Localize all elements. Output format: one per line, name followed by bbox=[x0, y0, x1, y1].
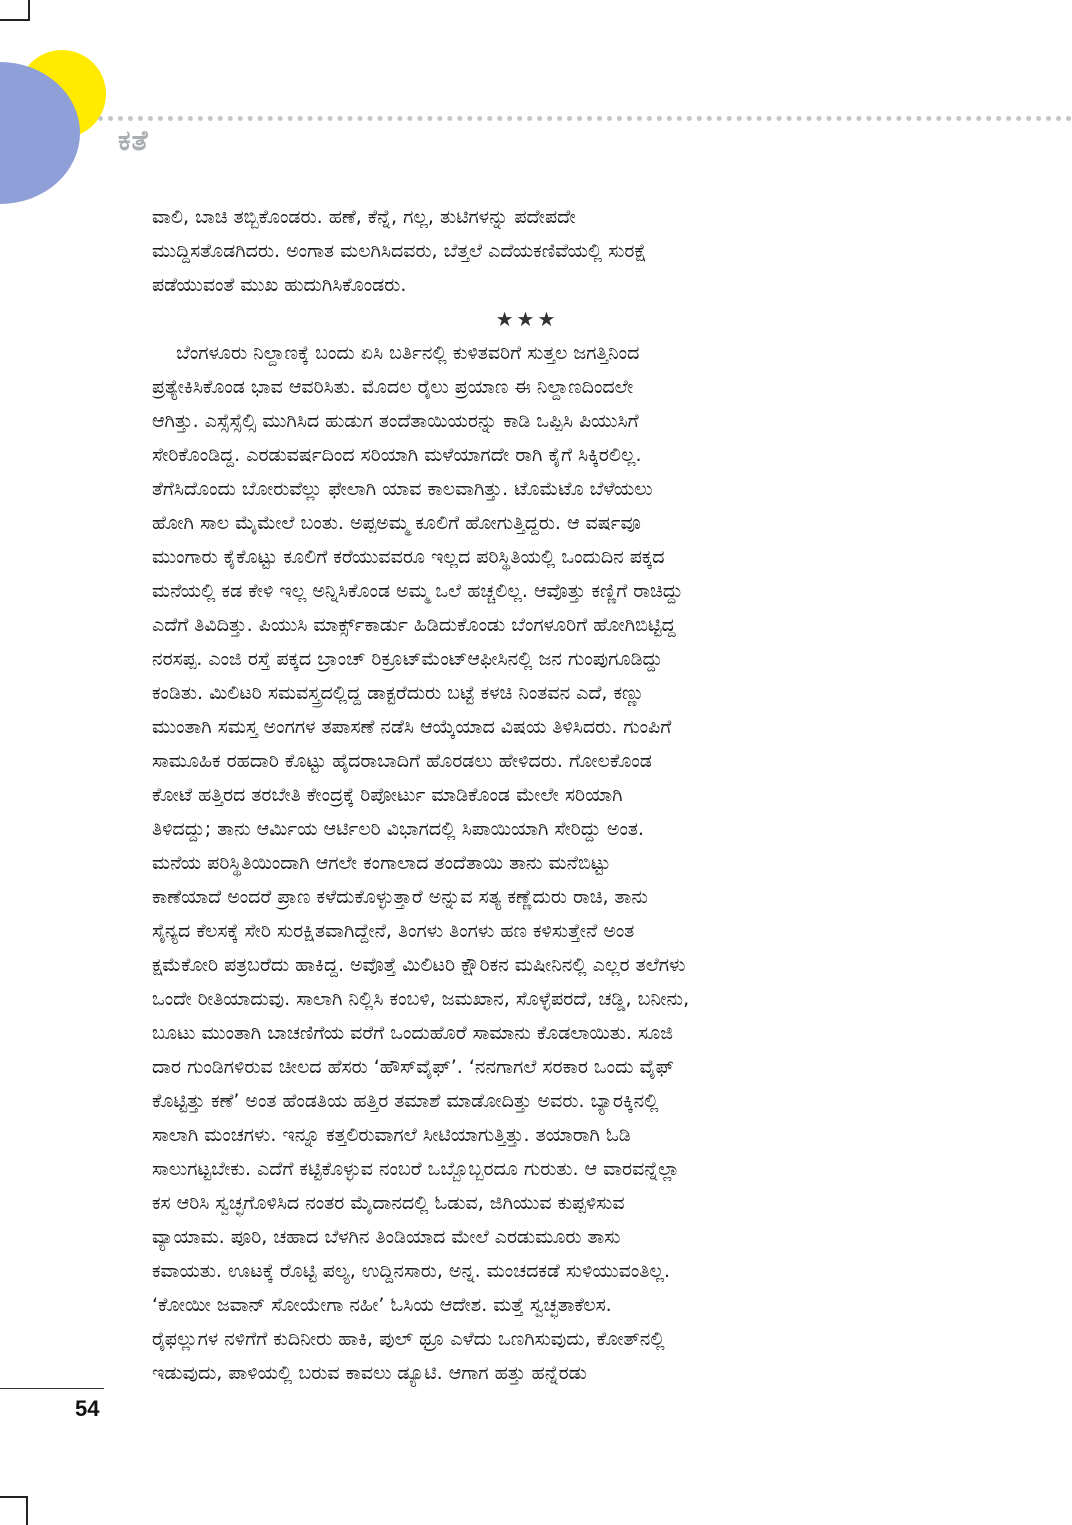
header-dotted-rule bbox=[98, 116, 1072, 121]
text-line: ವ್ಯಾಯಾಮ. ಪೂರಿ, ಚಹಾದ ಬೆಳಗಿನ ತಿಂಡಿಯಾದ ಮೇಲೆ ಎರಡುಮೂರು ತಾಸು bbox=[152, 1226, 621, 1248]
footer-rule bbox=[0, 1388, 104, 1389]
text-line: ಮನೆಯಲ್ಲಿ ಕಡ ಕೇಳಿ ಇಲ್ಲ ಅನ್ನಿಸಿಕೊಂಡ ಅಮ್ಮ ಒಲೆ ಹಚ್ಚಲಿಲ್ಲ. ಆವೊತ್ತು ಕಣ್ಣಿಗೆ ರಾಚಿದ್ದು bbox=[152, 580, 683, 602]
section-separator: ★★★ bbox=[495, 307, 559, 331]
crop-mark-top-horizontal bbox=[0, 19, 30, 21]
text-line: ನರಸಪ್ಪ. ಎಂಜಿ ರಸ್ತೆ ಪಕ್ಕದ ಬ್ರಾಂಚ್ ರಿಕ್ರೂಟ್‌ಮೆಂಟ್‌ಆಫೀಸಿನಲ್ಲಿ ಜನ ಗುಂಪುಗೂಡಿದ್ದು bbox=[152, 648, 663, 670]
text-line: ತೆಗೆಸಿದೊಂದು ಬೋರುವೆಲ್ಲು ಫೇಲಾಗಿ ಯಾವ ಕಾಲವಾಗಿತ್ತು. ಟೊಮೆಟೊ ಬೆಳೆಯಲು bbox=[152, 478, 653, 500]
text-line: ಸಾಲುಗಟ್ಟಬೇಕು. ಎದೆಗೆ ಕಟ್ಟಿಕೊಳ್ಳುವ ನಂಬರೆ ಒಬ್ಬೊಬ್ಬರದೂ ಗುರುತು. ಆ ವಾರವನ್ನೆಲ್ಲಾ bbox=[152, 1158, 680, 1180]
text-line: ಸಾಲಾಗಿ ಮಂಚಗಳು. ಇನ್ನೂ ಕತ್ತಲಿರುವಾಗಲೆ ಸೀಟಿಯಾಗುತ್ತಿತ್ತು. ತಯಾರಾಗಿ ಓಡಿ bbox=[152, 1124, 631, 1146]
crop-mark-top-vertical bbox=[28, 0, 30, 20]
text-line: ರೈಫಲ್ಲುಗಳ ನಳಿಗೆಗೆ ಕುದಿನೀರು ಹಾಕಿ, ಪುಲ್ ಥ್ರೂ ಎಳೆದು ಒಣಗಿಸುವುದು, ಕೋತ್‌ನಲ್ಲಿ bbox=[152, 1328, 665, 1350]
paragraph-2 bbox=[152, 336, 912, 1390]
text-line: ಮುಂತಾಗಿ ಸಮಸ್ತ ಅಂಗಗಳ ತಪಾಸಣೆ ನಡೆಸಿ ಆಯ್ಕೆಯಾದ ವಿಷಯ ತಿಳಿಸಿದರು. ಗುಂಪಿಗೆ bbox=[152, 716, 672, 738]
crop-mark-bottom-vertical bbox=[26, 1496, 28, 1525]
text-line: ಪಡೆಯುವಂತೆ ಮುಖ ಹುದುಗಿಸಿಕೊಂಡರು. bbox=[152, 274, 407, 296]
text-line: ಕ್ಷಮೆಕೋರಿ ಪತ್ರಬರೆದು ಹಾಕಿದ್ದ. ಅವೊತ್ತೆ ಮಿಲಿಟರಿ ಕ್ಷೌರಿಕನ ಮಷೀನಿನಲ್ಲಿ ಎಲ್ಲರ ತಲೆಗಳು bbox=[152, 954, 686, 976]
crop-mark-bottom-horizontal bbox=[0, 1496, 28, 1498]
text-line: ಮನೆಯ ಪರಿಸ್ಥಿತಿಯಿಂದಾಗಿ ಆಗಲೇ ಕಂಗಾಲಾದ ತಂದೆತಾಯಿ ತಾನು ಮನೆಬಿಟ್ಟು bbox=[152, 852, 611, 874]
text-line: ಎದೆಗೆ ತಿವಿದಿತ್ತು. ಪಿಯುಸಿ ಮಾರ್ಕ್ಸ್‌ಕಾರ್ಡು ಹಿಡಿದುಕೊಂಡು ಬೆಂಗಳೂರಿಗೆ ಹೋಗಿಬಿಟ್ಟಿದ್ದ bbox=[152, 614, 676, 636]
text-line: ಮುಂಗಾರು ಕೈಕೊಟ್ಟು ಕೂಲಿಗೆ ಕರೆಯುವವರೂ ಇಲ್ಲದ ಪರಿಸ್ಥಿತಿಯಲ್ಲಿ ಒಂದುದಿನ ಪಕ್ಕದ bbox=[152, 546, 665, 568]
text-line: ತಿಳಿದದ್ದು; ತಾನು ಆರ್ಮಿಯ ಆರ್ಟಿಲರಿ ವಿಭಾಗದಲ್ಲಿ ಸಿಪಾಯಿಯಾಗಿ ಸೇರಿದ್ದು ಅಂತ. bbox=[152, 818, 644, 840]
text-line: ಬೆಂಗಳೂರು ನಿಲ್ದಾಣಕ್ಕೆ ಬಂದು ಏಸಿ ಬರ್ತಿನಲ್ಲಿ ಕುಳಿತವರಿಗೆ ಸುತ್ತಲ ಜಗತ್ತಿನಿಂದ bbox=[152, 342, 640, 364]
text-line: ಸಾಮೂಹಿಕ ರಹದಾರಿ ಕೊಟ್ಟು ಹೈದರಾಬಾದಿಗೆ ಹೊರಡಲು ಹೇಳಿದರು. ಗೋಲಕೊಂಡ bbox=[152, 750, 652, 772]
text-line: ಆಗಿತ್ತು. ಎಸ್ಸೆಸ್ಸೆಲ್ಸಿ ಮುಗಿಸಿದ ಹುಡುಗ ತಂದೆತಾಯಿಯರನ್ನು ಕಾಡಿ ಒಪ್ಪಿಸಿ ಪಿಯುಸಿಗೆ bbox=[152, 410, 639, 432]
text-line: ಸೇರಿಕೊಂಡಿದ್ದ. ಎರಡುವರ್ಷದಿಂದ ಸರಿಯಾಗಿ ಮಳೆಯಾಗದೇ ರಾಗಿ ಕೈಗೆ ಸಿಕ್ಕಿರಲಿಲ್ಲ. bbox=[152, 444, 642, 466]
text-line: ಇಡುವುದು, ಪಾಳಿಯಲ್ಲಿ ಬರುವ ಕಾವಲು ಡ್ಯೂಟಿ. ಆಗಾಗ ಹತ್ತು ಹನ್ನೆರಡು bbox=[152, 1362, 587, 1384]
section-label: ಕತೆ bbox=[118, 124, 149, 157]
page-number: 54 bbox=[75, 1396, 100, 1421]
text-line: ಹೋಗಿ ಸಾಲ ಮೈಮೇಲೆ ಬಂತು. ಅಪ್ಪಅಮ್ಮ ಕೂಲಿಗೆ ಹೋಗುತ್ತಿದ್ದರು. ಆ ವರ್ಷವೂ bbox=[152, 512, 641, 534]
text-line: ಕಸ ಆರಿಸಿ ಸ್ವಚ್ಛಗೊಳಿಸಿದ ನಂತರ ಮೈದಾನದಲ್ಲಿ ಓಡುವ, ಜಿಗಿಯುವ ಕುಪ್ಪಳಿಸುವ bbox=[152, 1192, 625, 1214]
text-line: ‘ಕೋಯೀ ಜವಾನ್ ಸೋಯೇಗಾ ನಹೀ’ ಓಸಿಯ ಆದೇಶ. ಮತ್ತೆ ಸ್ವಚ್ಛತಾಕೆಲಸ. bbox=[152, 1294, 612, 1316]
story-body bbox=[152, 200, 912, 1390]
paragraph-1 bbox=[152, 200, 912, 302]
text-line: ಕಂಡಿತು. ಮಿಲಿಟರಿ ಸಮವಸ್ತ್ರದಲ್ಲಿದ್ದ ಡಾಕ್ಟರೆದುರು ಬಟ್ಟೆ ಕಳಚಿ ನಿಂತವನ ಎದೆ, ಕಣ್ಣು bbox=[152, 682, 645, 704]
text-line: ಬೂಟು ಮುಂತಾಗಿ ಬಾಚಣಿಗೆಯ ವರೆಗೆ ಒಂದುಹೊರೆ ಸಾಮಾನು ಕೊಡಲಾಯಿತು. ಸೂಜಿ bbox=[152, 1022, 673, 1044]
text-line: ಪ್ರತ್ಯೇಕಿಸಿಕೊಂಡ ಭಾವ ಆವರಿಸಿತು. ಮೊದಲ ರೈಲು ಪ್ರಯಾಣ ಈ ನಿಲ್ದಾಣದಿಂದಲೇ bbox=[152, 376, 634, 398]
text-line: ಒಂದೇ ರೀತಿಯಾದುವು. ಸಾಲಾಗಿ ನಿಲ್ಲಿಸಿ ಕಂಬಳಿ, ಜಮಖಾನ, ಸೊಳ್ಳೆಪರದೆ, ಚಡ್ಡಿ, ಬನೀನು, bbox=[152, 988, 690, 1010]
text-line: ದಾರ ಗುಂಡಿಗಳಿರುವ ಚೀಲದ ಹೆಸರು ‘ಹೌಸ್‌ವೈಫ್’. ‘ನನಗಾಗಲೆ ಸರಕಾರ ಒಂದು ವೈಫ್ bbox=[152, 1056, 674, 1078]
text-line: ಮುದ್ದಿಸತೊಡಗಿದರು. ಅಂಗಾತ ಮಲಗಿಸಿದವರು, ಬೆತ್ತಲೆ ಎದೆಯಕಣಿವೆಯಲ್ಲಿ ಸುರಕ್ಷೆ bbox=[152, 240, 647, 262]
text-line: ಸೈನ್ಯದ ಕೆಲಸಕ್ಕೆ ಸೇರಿ ಸುರಕ್ಷಿತವಾಗಿದ್ದೇನೆ, ತಿಂಗಳು ತಿಂಗಳು ಹಣ ಕಳಿಸುತ್ತೇನೆ ಅಂತ bbox=[152, 920, 635, 942]
text-line: ಕೋಟೆ ಹತ್ತಿರದ ತರಬೇತಿ ಕೇಂದ್ರಕ್ಕೆ ರಿಪೋರ್ಟು ಮಾಡಿಕೊಂಡ ಮೇಲೇ ಸರಿಯಾಗಿ bbox=[152, 784, 623, 806]
text-line: ಕವಾಯತು. ಊಟಕ್ಕೆ ರೊಟ್ಟಿ ಪಲ್ಯ, ಉದ್ದಿನಸಾರು, ಅನ್ನ. ಮಂಚದಕಡೆ ಸುಳಿಯುವಂತಿಲ್ಲ. bbox=[152, 1260, 671, 1282]
text-line: ಕಾಣೆಯಾದೆ ಅಂದರೆ ಪ್ರಾಣ ಕಳೆದುಕೊಳ್ಳುತ್ತಾರೆ ಅನ್ನುವ ಸತ್ಯ ಕಣ್ಣೆದುರು ರಾಚಿ, ತಾನು bbox=[152, 886, 648, 908]
text-line: ವಾಲಿ, ಬಾಚಿ ತಬ್ಬಿಕೊಂಡರು. ಹಣೆ, ಕೆನ್ನೆ, ಗಲ್ಲ, ತುಟಿಗಳನ್ನು ಪದೇಪದೇ bbox=[152, 206, 576, 228]
text-line: ಕೊಟ್ಟಿತ್ತು ಕಣೆ’ ಅಂತ ಹೆಂಡತಿಯ ಹತ್ತಿರ ತಮಾಶೆ ಮಾಡೋದಿತ್ತು ಅವರು. ಬ್ಯಾರಕ್ಕಿನಲ್ಲಿ bbox=[152, 1090, 659, 1112]
